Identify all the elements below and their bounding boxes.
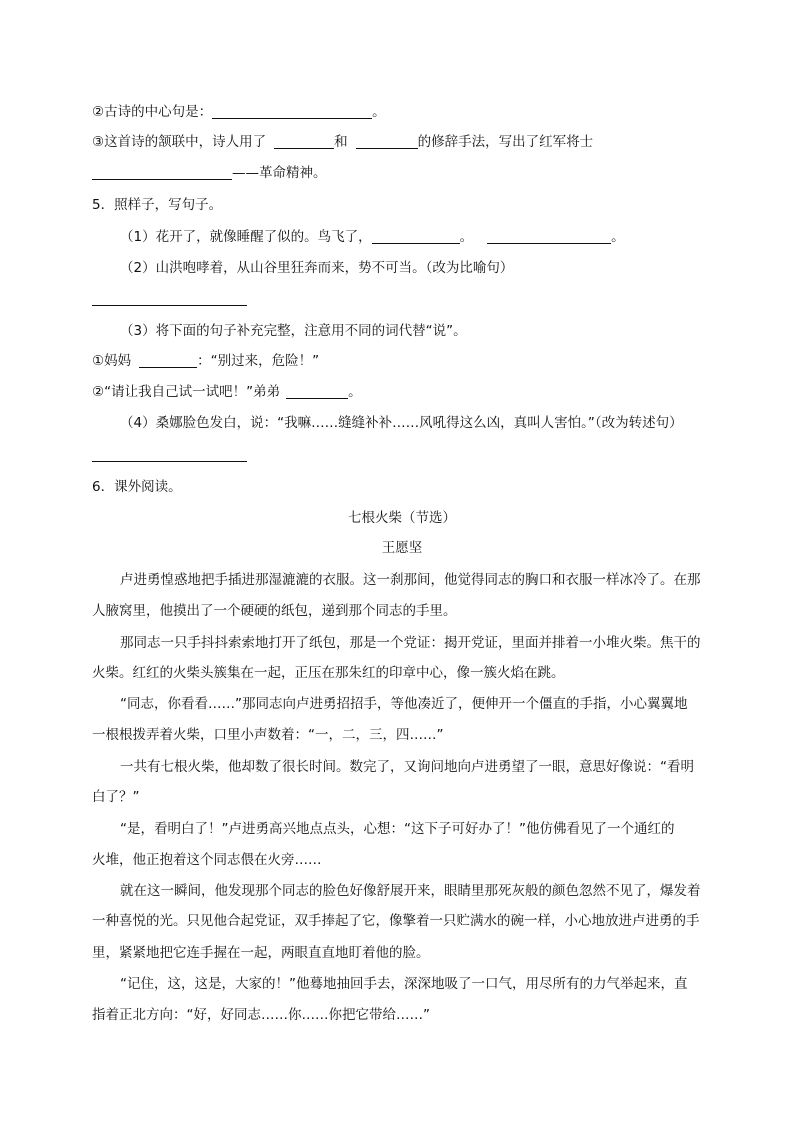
answer-blank[interactable] <box>286 384 348 399</box>
answer-blank[interactable] <box>212 104 372 119</box>
q4-item-2: ②古诗的中心句是： 。 <box>92 104 386 120</box>
answer-blank[interactable] <box>356 134 418 149</box>
article-line: 一种喜悦的光。只见他合起党证，双手捧起了它，像擎着一只贮满水的碗一样，小心地放进卢进勇的手 <box>92 913 700 929</box>
article-line: 火柴。红红的火柴头簇集在一起，正压在那朱红的印章中心，像一簇火焰在跳。 <box>92 665 565 681</box>
q5-s3: （3）将下面的句子补充完整，注意用不同的词代替“说”。 <box>120 323 467 339</box>
article-line: 那同志一只手抖抖索索地打开了纸包，那是一个党证：揭开党证，里面并排着一小堆火柴。焦干的 <box>120 635 701 651</box>
article-title: 七根火柴（节选） <box>348 510 456 526</box>
article-line: 一根根拨弄着火柴，口里小声数着：“一，二，三，四……” <box>92 727 444 743</box>
q5-s4-answer <box>92 445 712 465</box>
q5-s2: （2）山洪咆哮着，从山谷里狂奔而来，势不可当。（改为比喻句） <box>120 260 514 276</box>
answer-blank[interactable] <box>487 229 611 244</box>
q5-s2-answer <box>92 289 712 309</box>
article-author: 王愿坚 <box>381 540 423 556</box>
article-line: 白了？” <box>92 789 140 805</box>
q6-title: 6．课外阅读。 <box>92 479 182 495</box>
answer-blank[interactable] <box>92 165 232 180</box>
article-line: 卢进勇惶惑地把手插进那湿漉漉的衣服。这一刹那间，他觉得同志的胸口和衣服一样冰冷了。在那 <box>120 572 701 588</box>
answer-blank[interactable] <box>372 229 460 244</box>
answer-blank[interactable] <box>139 353 197 368</box>
q4-item-3: ③这首诗的颔联中，诗人用了 和 的修辞手法，写出了红军将士 <box>92 134 594 150</box>
article-line: “同志，你看看……”那同志向卢进勇招招手，等他凑近了，便伸开一个僵直的手指，小心翼翼地 <box>120 696 688 712</box>
article-line: 指着正北方向：“好，好同志……你……你把它带给……” <box>92 1007 430 1023</box>
q5-s4: （4）桑娜脸色发白，说：“我嘛……缝缝补补……风吼得这么凶，真叫人害怕。”（改为转述句） <box>120 415 683 431</box>
article-line: “是，看明白了！”卢进勇高兴地点点头，心想：“这下子可好办了！”他仿佛看见了一个通红的 <box>120 821 675 837</box>
q5-s3b: ②“请让我自己试一试吧！”弟弟 。 <box>92 384 362 400</box>
article-line: 里，紧紧地把它连手握在一起，两眼直直地盯着他的脸。 <box>92 945 430 961</box>
article-line: 火堆，他正抱着这个同志偎在火旁…… <box>92 852 322 868</box>
article-line: “记住，这，这是，大家的！”他蓦地抽回手去，深深地吸了一口气，用尽所有的力气举起来，直 <box>120 976 688 992</box>
q5-s3a: ①妈妈 ：“别过来，危险！” <box>92 353 320 369</box>
answer-blank[interactable] <box>92 447 247 462</box>
q5-s1: （1）花开了，就像睡醒了似的。鸟飞了， 。 。 <box>120 229 625 245</box>
answer-blank[interactable] <box>92 291 247 306</box>
article-line: 一共有七根火柴，他却数了很长时间。数完了，又询问地向卢进勇望了一眼，意思好像说：“看明 <box>120 759 694 775</box>
answer-blank[interactable] <box>274 134 334 149</box>
q4-item-3-cont: ——革命精神。 <box>92 163 712 183</box>
article-line: 人腋窝里，他摸出了一个硬硬的纸包，递到那个同志的手里。 <box>92 603 457 619</box>
q5-title: 5．照样子，写句子。 <box>92 197 223 213</box>
article-line: 就在这一瞬间，他发现那个同志的脸色好像舒展开来，眼睛里那死灰般的颜色忽然不见了，爆发着 <box>120 883 701 899</box>
